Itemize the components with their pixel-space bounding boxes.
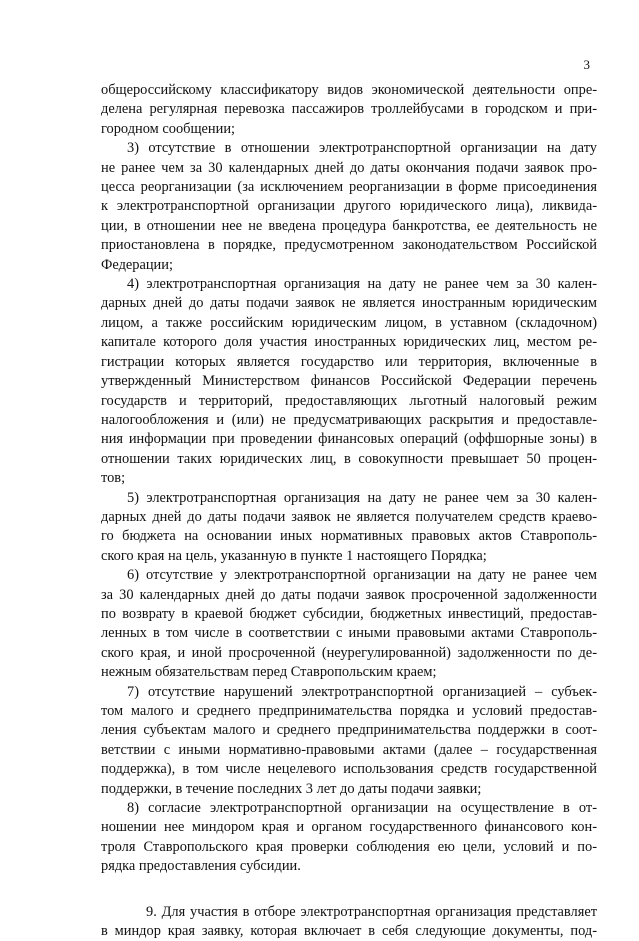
text-line: приостановлена в порядке, предусмотренном законодательством Российской bbox=[101, 237, 597, 254]
text-line: 4) электротранспортная организация на дату не ранее чем за 30 кален- bbox=[127, 276, 597, 293]
text-line: 7) отсутствие нарушений электротранспортной организацией – субъек- bbox=[127, 683, 597, 700]
text-line: поддержка), в том числе нецелевого использования средств государственной bbox=[101, 761, 597, 778]
text-line: 5) электротранспортная организация на дату не ранее чем за 30 кален- bbox=[127, 489, 597, 506]
paragraph-item-7 bbox=[101, 683, 597, 799]
section-spacer bbox=[101, 877, 597, 903]
text-line: по возврату в краевой бюджет субсидии, бюджетных инвестиций, предостав- bbox=[101, 605, 597, 622]
text-line: утвержденный Министерством финансов Российской Федерации перечень bbox=[101, 373, 597, 390]
text-line: городном сообщении; bbox=[101, 120, 236, 137]
page-number: 3 bbox=[583, 57, 590, 72]
text-line: го бюджета на основании иных нормативных правовых актов Ставрополь- bbox=[101, 528, 597, 545]
text-line: поддержки, в течение последних 3 лет до даты подачи заявки; bbox=[101, 780, 482, 797]
text-line: Федерации; bbox=[101, 256, 173, 273]
text-line: налогообложения и (или) не предусматривающих раскрытия и предоставле- bbox=[101, 411, 597, 428]
paragraph-item-8 bbox=[101, 799, 597, 877]
text-line: 6) отсутствие у электротранспортной организации на дату не ранее чем bbox=[127, 567, 597, 584]
text-line: ского края, и иной просроченной (неурегулированной) задолженности по де- bbox=[101, 644, 597, 661]
text-line: троля Ставропольского края проверки соблюдения ею цели, условий и по- bbox=[101, 838, 597, 855]
text-line: к электротранспортной организации другого юридического лица), ликвида- bbox=[101, 198, 597, 215]
document-body bbox=[101, 81, 597, 941]
text-line: лицом, а также российским юридическим лицом, в уставном (складочном) bbox=[101, 314, 597, 331]
text-line: ленных в том числе в соответствии с иными правовыми актами Ставрополь- bbox=[101, 625, 597, 642]
text-line: дарных дней до даты подачи заявок не является иностранным юридическим bbox=[101, 295, 597, 312]
text-line: делена регулярная перевозка пассажиров троллейбусами в городском и при- bbox=[101, 101, 597, 118]
text-line: в миндор края заявку, которая включает в себя следующие документы, под- bbox=[101, 923, 597, 940]
text-line: ления субъектам малого и среднего предпринимательства поддержки в соот- bbox=[101, 722, 597, 739]
text-line: ния информации при проведении финансовых операций (оффшорные зоны) в bbox=[101, 431, 597, 448]
paragraph-item-4 bbox=[101, 275, 597, 488]
text-line: ношении нее миндором края и органом государственного финансового кон- bbox=[101, 819, 597, 836]
text-line: 3) отсутствие в отношении электротранспортной организации на дату bbox=[127, 140, 597, 157]
text-line: отношении таких юридических лиц, в совокупности превышает 50 процен- bbox=[101, 450, 597, 467]
text-line: ского края на цель, указанную в пункте 1 настоящего Порядка; bbox=[101, 547, 487, 564]
text-line: тов; bbox=[101, 470, 126, 487]
text-line: государств и территорий, предоставляющих льготный налоговый режим bbox=[101, 392, 597, 409]
text-line: том малого и среднего предпринимательства порядка и условий предостав- bbox=[101, 703, 597, 719]
text-line: гистрации которых является государство или территория, включенные в bbox=[101, 353, 597, 370]
text-line: 8) согласие электротранспортной организации на осуществление в от- bbox=[127, 800, 597, 817]
text-line: нежным обязательствам перед Ставропольским краем; bbox=[101, 664, 437, 681]
text-line: 9. Для участия в отборе электротранспортная организация представляет bbox=[146, 903, 597, 920]
paragraph-item-5 bbox=[101, 489, 597, 567]
paragraph-section-9 bbox=[101, 903, 597, 941]
text-line: ции, в отношении нее не введена процедура банкротства, ее деятельность не bbox=[101, 217, 597, 234]
text-line: рядка предоставления субсидии. bbox=[101, 858, 301, 875]
text-line: капитале которого доля участия иностранных юридических лиц, местом ре- bbox=[101, 334, 597, 351]
text-line: дарных дней до даты подачи заявок не является получателем средств краево- bbox=[101, 508, 597, 525]
paragraph-item-6 bbox=[101, 566, 597, 682]
paragraph-item-3 bbox=[101, 139, 597, 275]
text-line: не ранее чем за 30 календарных дней до даты окончания подачи заявок про- bbox=[101, 159, 597, 176]
text-line: общероссийскому классификатору видов экономической деятельности опре- bbox=[101, 82, 597, 98]
paragraph-2-continuation bbox=[101, 81, 597, 139]
text-line: ветствии с иными нормативно-правовыми актами (далее – государственная bbox=[101, 741, 597, 758]
text-line: цесса реорганизации (за исключением реорганизации в форме присоединения bbox=[101, 179, 597, 196]
text-line: за 30 календарных дней до даты подачи заявок просроченной задолженности bbox=[101, 586, 597, 603]
